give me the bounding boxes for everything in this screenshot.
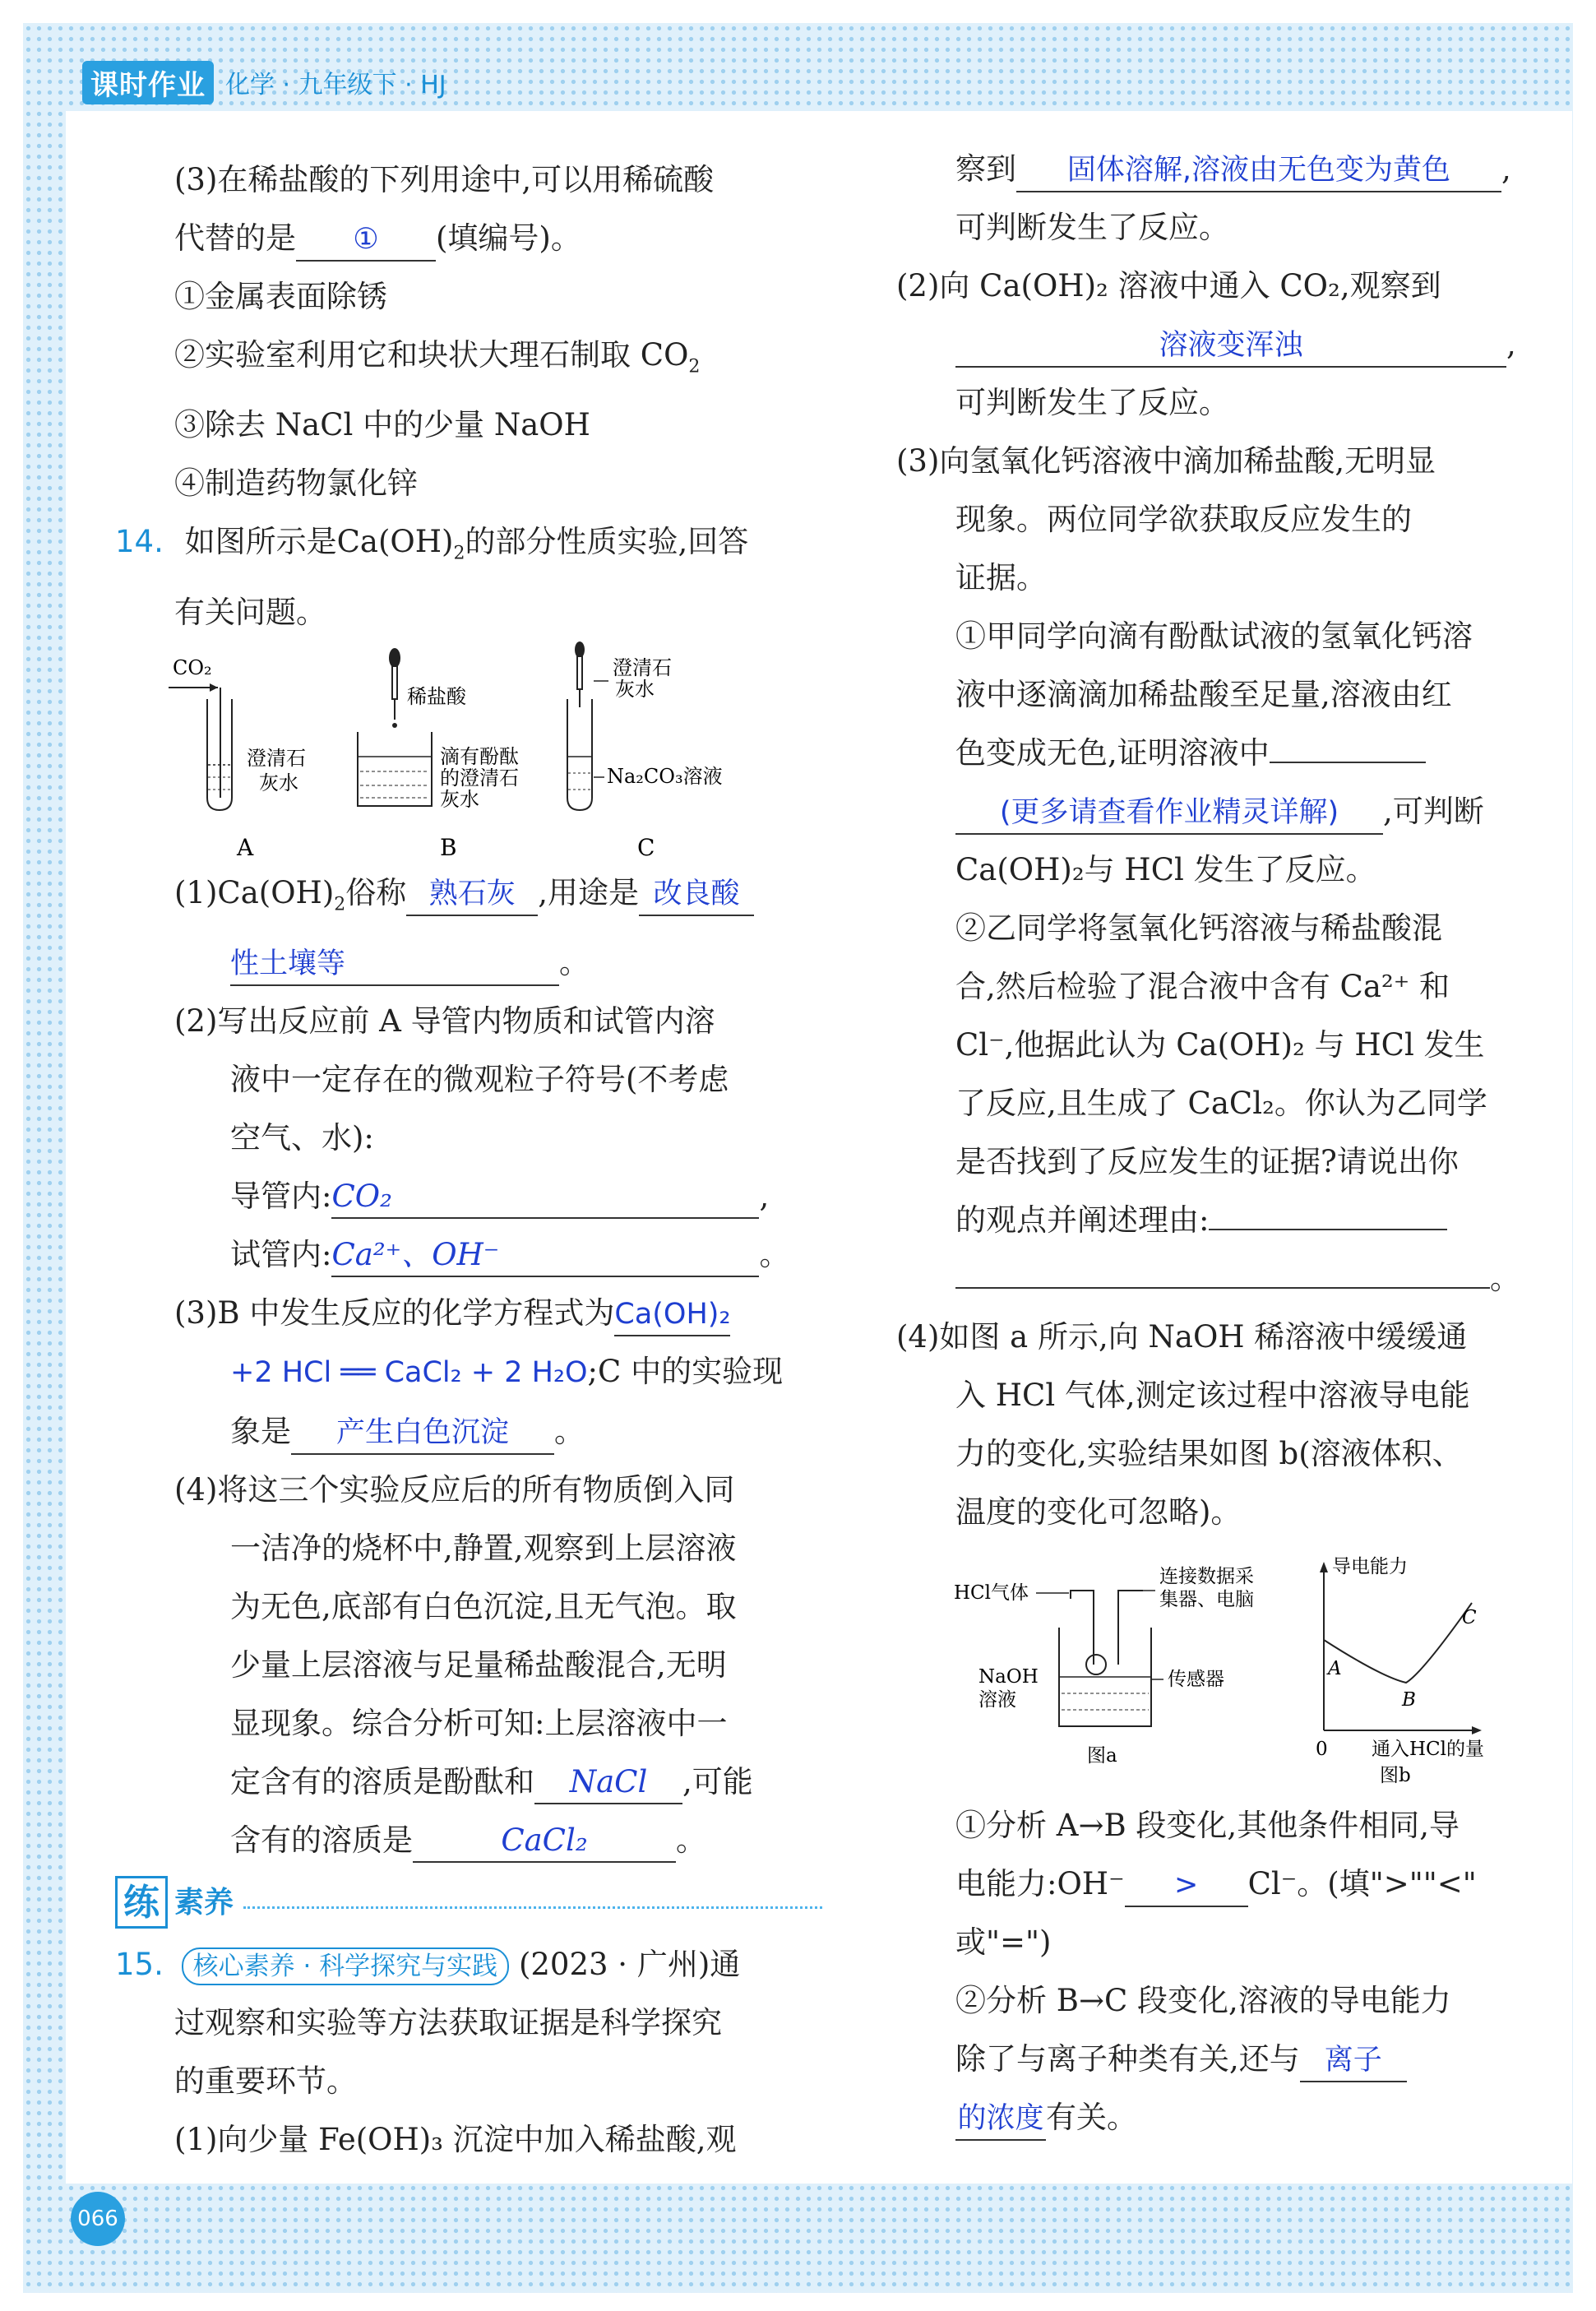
q15-part3-l2: 现象。两位同学欲获取反应发生的 xyxy=(955,502,1412,537)
q13-3-stem: (3)在稀盐酸的下列用途中,可以用稀硫酸 xyxy=(174,162,715,197)
q14-part4-l4: 少量上层溶液与足量稀盐酸混合,无明 xyxy=(230,1647,727,1683)
q15-stem-3: 的重要环节。 xyxy=(174,2063,357,2100)
q14-part4-l1: (4)将这三个实验反应后的所有物质倒入同 xyxy=(174,1472,735,1508)
q14-part2-test: 试管内:Ca²⁺、OH⁻ 。 xyxy=(115,1225,822,1284)
fig-c-label-2: 灰水 xyxy=(615,677,655,701)
fig-label-a: A xyxy=(237,833,254,861)
section-icon: 练 xyxy=(115,1876,168,1929)
answer-q15-2: 溶液变浑浊 xyxy=(1159,329,1303,362)
option-2: ②实验室利用它和块状大理石制取 $CO_2$ xyxy=(174,337,701,377)
q14-part4-l3: 为无色,底部有白色沉淀,且无气泡。取 xyxy=(230,1589,737,1625)
q15-part3-l4: ①甲同学向滴有酚酞试液的氢氧化钙溶 xyxy=(955,618,1473,654)
q14-stem-2: 有关问题。 xyxy=(174,594,326,630)
q15-part3-l13: 是否找到了反应发生的证据?请说出你 xyxy=(955,1144,1459,1179)
page-header xyxy=(82,64,446,100)
fig-naoh-label-2: 溶液 xyxy=(978,1689,1016,1711)
q15-part4-l1: (4)如图 a 所示,向 NaOH 稀溶液中缓缓通 xyxy=(896,1319,1468,1355)
answer-q14-4a: NaCl xyxy=(569,1764,648,1800)
answer-q14-2b: Ca²⁺、OH⁻ xyxy=(331,1237,500,1273)
q15-part3-l3: 证据。 xyxy=(955,560,1047,595)
option-3: ③除去 NaCl 中的少量 NaOH xyxy=(174,407,590,443)
q15-part3-l9: ②乙同学将氢氧化钙溶液与稀盐酸混 xyxy=(955,910,1442,946)
q15-number: 15. xyxy=(115,1947,164,1983)
q15-part4-l7: 或"=") xyxy=(955,1924,1052,1960)
section-heading xyxy=(115,1869,822,1935)
answer-q15-3: (更多请查看作业精灵详解) xyxy=(999,796,1339,829)
q14-part2-tube: 导管内:CO₂ , xyxy=(115,1167,822,1225)
q15-part3-l8: Ca(OH)₂与 HCl 发生了反应。 xyxy=(955,852,1376,887)
q14-part1: $(1)Ca(OH)_2$俗称 熟石灰 ,用途是 改良酸 xyxy=(115,864,822,933)
q15-figure xyxy=(896,1541,1596,1796)
q15-part4-l10: 的浓度有关。 xyxy=(896,2088,1596,2147)
q15-part2-cont: 溶液变浑浊 , xyxy=(896,315,1596,373)
fig-b-ylabel: 导电能力 xyxy=(1332,1556,1408,1577)
fig-b-origin: 0 xyxy=(1316,1739,1328,1760)
q15-stem-2: 过观察和实验等方法获取证据是科学探究 xyxy=(174,2005,722,2041)
fig-conn-label-1: 连接数据采 xyxy=(1159,1566,1254,1587)
answer-q14-3b: 产生白色沉淀 xyxy=(335,1416,509,1450)
q15-part4-l4: 温度的变化可忽略)。 xyxy=(955,1494,1242,1530)
fig-b-label-1: 滴有酚酞 xyxy=(440,744,519,768)
answer-q14-3-equation: +2 HCl ══ CaCl₂ + 2 H₂O xyxy=(230,1356,588,1390)
section-divider xyxy=(243,1906,822,1909)
q14-part4-l2: 一洁净的烧杯中,静置,观察到上层溶液 xyxy=(230,1531,737,1567)
q15-part4-l2: 入 HCl 气体,测定该过程中溶液导电能 xyxy=(955,1378,1470,1413)
option-1: ①金属表面除锈 xyxy=(174,279,387,314)
answer-q14-1a: 熟石灰 xyxy=(428,877,516,910)
q15-stem: 15. 核心素养 · 科学探究与实践 (2023 · 广州)通 xyxy=(115,1935,822,1994)
answer-q15-4b: 离子 xyxy=(1324,2044,1382,2077)
q14-part2-l1: (2)写出反应前 A 导管内物质和试管内溶 xyxy=(174,1003,715,1040)
fig-b-label-2: 的澄清石 xyxy=(440,766,519,790)
fig-sensor-label: 传感器 xyxy=(1168,1669,1224,1690)
option-4: ④制造药物氯化锌 xyxy=(174,465,418,502)
fig-b-top-label: 稀盐酸 xyxy=(407,684,466,708)
fig-conn-label-2: 集器、电脑 xyxy=(1159,1589,1254,1610)
q14-part4-l6: 定含有的溶质是酚酞和 NaCl ,可能 xyxy=(115,1753,822,1811)
book-subtitle: 化学 · 九年级下 · HJ xyxy=(225,71,446,100)
q15-part3-l11: Cl⁻,他据此认为 Ca(OH)₂ 与 HCl 发生 xyxy=(955,1027,1485,1063)
fig-b-point-c: C xyxy=(1462,1607,1477,1628)
q14-part2-l2: 液中一定存在的微观粒子符号(不考虑 xyxy=(230,1062,729,1098)
fig-label-b: B xyxy=(440,833,457,861)
conductivity-curve xyxy=(1324,1603,1472,1683)
q15-part4-l8: ②分析 B→C 段变化,溶液的导电能力 xyxy=(955,1983,1451,2018)
fig-b-point-a: A xyxy=(1328,1658,1342,1679)
answer-q13-3: ① xyxy=(353,223,379,256)
fig-c-label-3: Na₂CO₃溶液 xyxy=(607,764,723,788)
q14-part4-l5: 显现象。综合分析可知:上层溶液中一 xyxy=(230,1706,728,1742)
fig-c-label-1: 澄清石 xyxy=(613,655,672,679)
page-number: 066 xyxy=(71,2192,125,2246)
q15-part3-l14: 的观点并阐述理由: xyxy=(896,1191,1596,1249)
q15-part4-l5: ①分析 A→B 段变化,其他条件相同,导 xyxy=(955,1808,1460,1843)
q14-figure xyxy=(115,641,822,864)
fig-label-c: C xyxy=(637,833,655,861)
q15-part3-l15: 。 xyxy=(896,1249,1596,1308)
fig-b-point-b: B xyxy=(1402,1689,1416,1711)
q14-number: 14. xyxy=(115,524,164,560)
left-column xyxy=(115,151,822,2169)
fig-b-label-3: 灰水 xyxy=(440,787,479,811)
fig-co2-label: CO₂ xyxy=(173,655,212,679)
fig-b-xlabel: 通入HCl的量 xyxy=(1372,1739,1485,1760)
q15-part3-l6: 色变成无色,证明溶液中 xyxy=(896,724,1596,782)
q14-part3-cont: +2 HCl ══ CaCl₂ + 2 H₂O;C 中的实验现 xyxy=(230,1354,784,1390)
q14-stem: 14. 如图所示是$Ca(OH)_2$的部分性质实验,回答 xyxy=(115,524,749,564)
core-literacy-badge: 核心素养 · 科学探究与实践 xyxy=(182,1947,510,1985)
fig-b-caption: 图b xyxy=(1380,1765,1411,1786)
q15-part3-l1: (3)向氢氧化钙溶液中滴加稀盐酸,无明显 xyxy=(896,443,1436,479)
q15-part3-l5: 液中逐滴滴加稀盐酸至足量,溶液由红 xyxy=(955,677,1452,712)
q15-part4-l3: 力的变化,实验结果如图 b(溶液体积、 xyxy=(955,1436,1463,1471)
section-title: 素养 xyxy=(174,1885,234,1920)
q13-3-stem-2: 代替的是 ① (填编号)。 xyxy=(115,209,822,267)
answer-q15-1: 固体溶解,溶液由无色变为黄色 xyxy=(1066,154,1451,187)
q14-part3: (3)B 中发生反应的化学方程式为Ca(OH)₂ xyxy=(115,1284,822,1342)
q14-part3-l3: 象是 产生白色沉淀 。 xyxy=(115,1402,822,1461)
q14-part2-l3: 空气、水): xyxy=(230,1120,374,1156)
q15-part1-cont: 察到 固体溶解,溶液由无色变为黄色 , xyxy=(896,140,1596,198)
brand-logo: 课时作业 xyxy=(82,61,214,104)
fig-a-label-1: 澄清石 xyxy=(247,746,306,770)
q15-part2: (2)向 Ca(OH)₂ 溶液中通入 CO₂,观察到 xyxy=(896,268,1441,303)
q15-part3-l12: 了反应,且生成了 CaCl₂。你认为乙同学 xyxy=(955,1086,1487,1121)
q15-part3-l7: (更多请查看作业精灵详解) ,可判断 xyxy=(896,782,1596,841)
q15-part1: (1)向少量 Fe(OH)₃ 沉淀中加入稀盐酸,观 xyxy=(174,2122,737,2158)
fig-a-caption: 图a xyxy=(1087,1745,1117,1767)
q14-part4-l7: 含有的溶质是 CaCl₂ 。 xyxy=(115,1811,822,1869)
q15-part2-end: 可判断发生了反应。 xyxy=(955,385,1229,420)
right-column xyxy=(896,140,1596,2147)
fig-hcl-label: HCl气体 xyxy=(954,1582,1029,1604)
fig-a-label-2: 灰水 xyxy=(259,771,298,794)
q15-part4-l9: 除了与离子种类有关,还与 离子 xyxy=(896,2030,1596,2088)
q15-part1-end: 可判断发生了反应。 xyxy=(955,210,1229,245)
answer-q15-4a: > xyxy=(1173,1869,1199,1901)
fig-naoh-label-1: NaOH xyxy=(978,1666,1039,1688)
answer-q14-2a: CO₂ xyxy=(331,1179,392,1215)
answer-q14-4b: CaCl₂ xyxy=(501,1822,588,1859)
q15-part4-l6: 电能力:OH⁻ > Cl⁻。(填">""<" xyxy=(896,1855,1596,1913)
q15-part3-l10: 合,然后检验了混合液中含有 Ca²⁺ 和 xyxy=(955,969,1450,1004)
q14-part1-cont: 性土壤等 。 xyxy=(115,933,822,992)
answer-q14-1b: 改良酸 xyxy=(653,877,740,910)
